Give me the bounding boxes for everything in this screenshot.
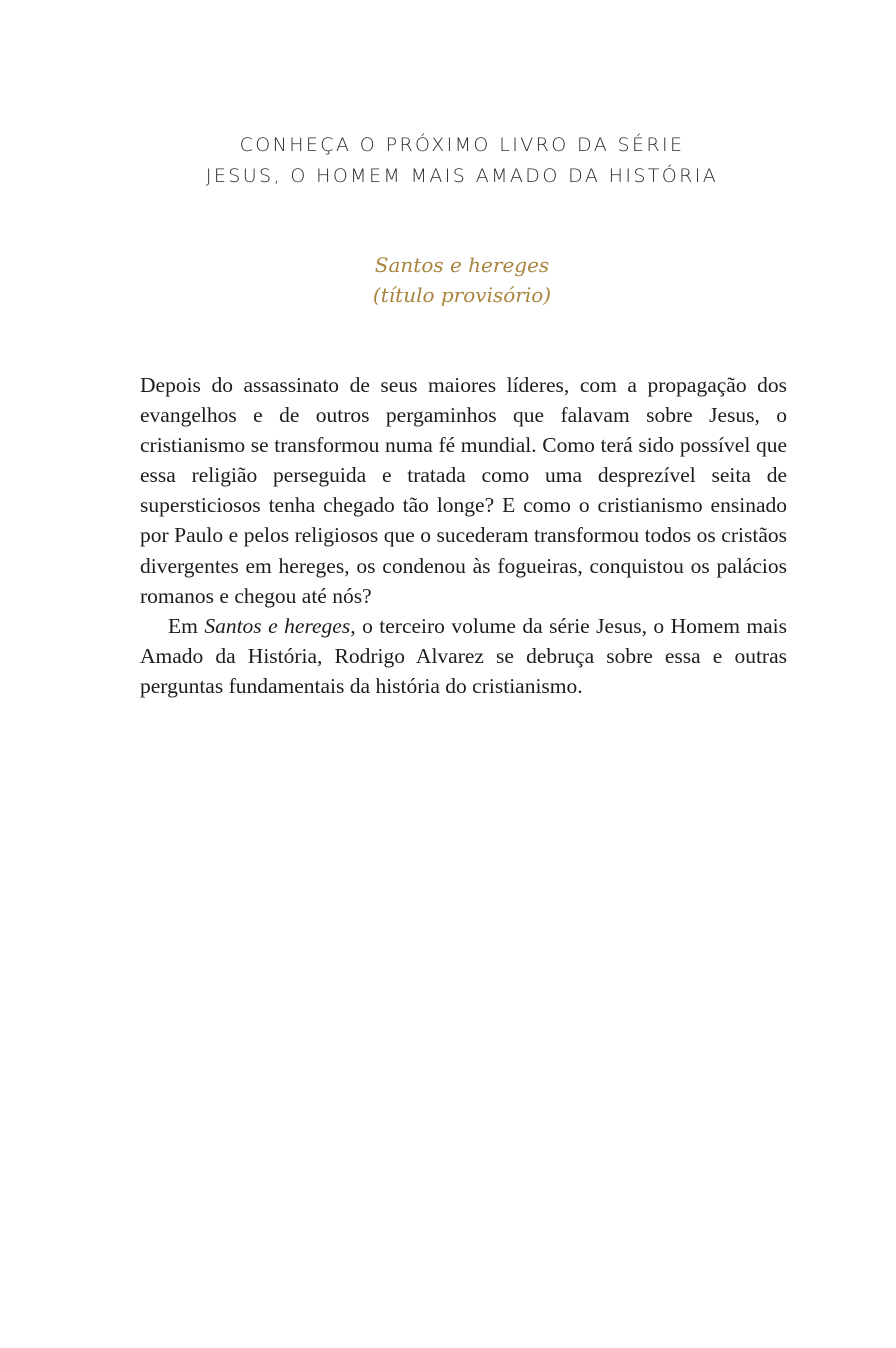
next-book-title	[0, 250, 896, 310]
book-title-text: Santos e hereges	[374, 253, 550, 277]
paragraph-2-book-title: Santos e hereges	[204, 613, 351, 638]
book-title-note: (título provisório)	[372, 283, 552, 307]
synopsis	[140, 370, 787, 701]
paragraph-2-rest: , o terceiro volume da série Jesus, o Homem mais Amado da História, Rodrigo Alvarez se debruça sobre essa e outras perguntas fundamentais da história do cristianismo.	[140, 613, 787, 698]
paragraph-2-lead: Em	[168, 613, 205, 638]
synopsis-paragraph-1: Depois do assassinato de seus maiores líderes, com a propagação dos evangelhos e de outros pergaminhos que falavam sobre Jesus, o cristianismo se transformou numa fé mundial. Como terá sido possível que essa religião perseguida e tratada como uma desprezível seita de supersticiosos tenha chegado tão longe? E como o cristianismo ensinado por Paulo e pelos religiosos que o sucederam transformou todos os cristãos divergentes em hereges, os condenou às fogueiras, conquistou os palácios romanos e chegou até nós?	[140, 373, 787, 608]
synopsis-paragraph-2	[140, 611, 787, 701]
series-heading-line-1: CONHEÇA O PRÓXIMO LIVRO DA SÉRIE	[239, 134, 685, 156]
series-heading-line-2: JESUS, O HOMEM MAIS AMADO DA HISTÓRIA	[205, 165, 719, 187]
series-heading	[0, 130, 896, 192]
